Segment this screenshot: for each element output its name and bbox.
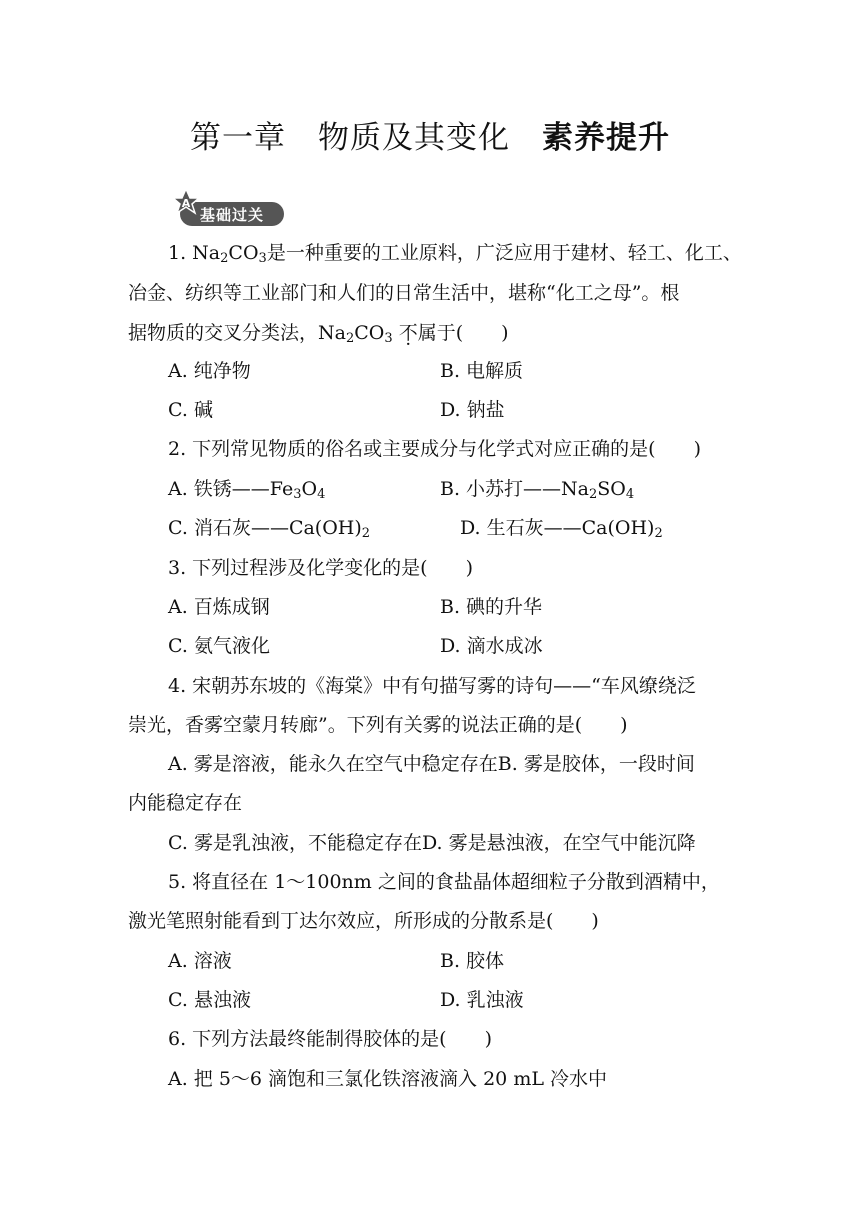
q1-option-b: B. 电解质 — [440, 360, 524, 382]
q2-stem: 2. 下列常见物质的俗名或主要成分与化学式对应正确的是( ) — [168, 438, 701, 460]
q5-option-c: C. 悬浊液 — [168, 989, 251, 1011]
emphasis-not: 不 — [398, 322, 418, 344]
q3-stem: 3. 下列过程涉及化学变化的是( ) — [168, 557, 473, 579]
badge-letter: A — [181, 197, 191, 210]
q4-options-cd: C. 雾是乳浊液，不能稳定存在D. 雾是悬浊液，在空气中能沉降 — [168, 832, 696, 854]
q1-line3: 据物质的交叉分类法，$Na_2CO_3$ 不属于( ) — [128, 322, 509, 346]
title-section: 素养提升 — [542, 120, 670, 156]
title-chapter: 第一章 物质及其变化 — [190, 120, 510, 156]
q1-line1: 1. $Na_2CO_3$是一种重要的工业原料，广泛应用于建材、轻工、化工、 — [168, 242, 742, 266]
q5-option-a: A. 溶液 — [168, 950, 232, 972]
q6-option-a: A. 把 5～6 滴饱和三氯化铁溶液滴入 20 mL 冷水中 — [168, 1068, 607, 1090]
q4-line2: 崇光，香雾空蒙月转廊”。下列有关雾的说法正确的是( ) — [128, 714, 628, 736]
q5-line2: 激光笔照射能看到丁达尔效应，所形成的分散系是( ) — [128, 910, 599, 932]
q4-options-ab-cont: 内能稳定存在 — [128, 792, 243, 814]
q2-option-b: B. 小苏打$——Na_2SO_4$ — [440, 478, 635, 502]
q2-option-a: A. 铁锈$——Fe_3O_4$ — [168, 478, 326, 502]
q6-stem: 6. 下列方法最终能制得胶体的是( ) — [168, 1028, 492, 1050]
q4-options-ab: A. 雾是溶液，能永久在空气中稳定存在B. 雾是胶体，一段时间 — [168, 753, 695, 775]
q2-option-d: D. 生石灰$——Ca(OH)_2$ — [460, 517, 663, 541]
q1-option-a: A. 纯净物 — [168, 360, 251, 382]
star-icon — [172, 188, 212, 228]
q5-line1: 5. 将直径在 1～100nm 之间的食盐晶体超细粒子分散到酒精中， — [168, 871, 720, 893]
q1-option-d: D. 钠盐 — [440, 399, 505, 421]
q4-line1: 4. 宋朝苏东坡的《海棠》中有句描写雾的诗句——“车风缭绕泛 — [168, 675, 696, 697]
section-badge — [172, 188, 287, 228]
page-title — [0, 112, 860, 157]
q3-option-d: D. 滴水成冰 — [440, 635, 543, 657]
q1-option-c: C. 碱 — [168, 399, 213, 421]
q5-option-d: D. 乳浊液 — [440, 989, 524, 1011]
q1-line2: 冶金、纺织等工业部门和人们的日常生活中，堪称“化工之母”。根 — [128, 282, 680, 304]
q2-option-c: C. 消石灰$——Ca(OH)_2$ — [168, 517, 371, 541]
badge-label: 基础过关 — [200, 206, 265, 224]
q3-option-a: A. 百炼成钢 — [168, 596, 270, 618]
q3-option-c: C. 氨气液化 — [168, 635, 270, 657]
q5-option-b: B. 胶体 — [440, 950, 505, 972]
q3-option-b: B. 碘的升华 — [440, 596, 543, 618]
